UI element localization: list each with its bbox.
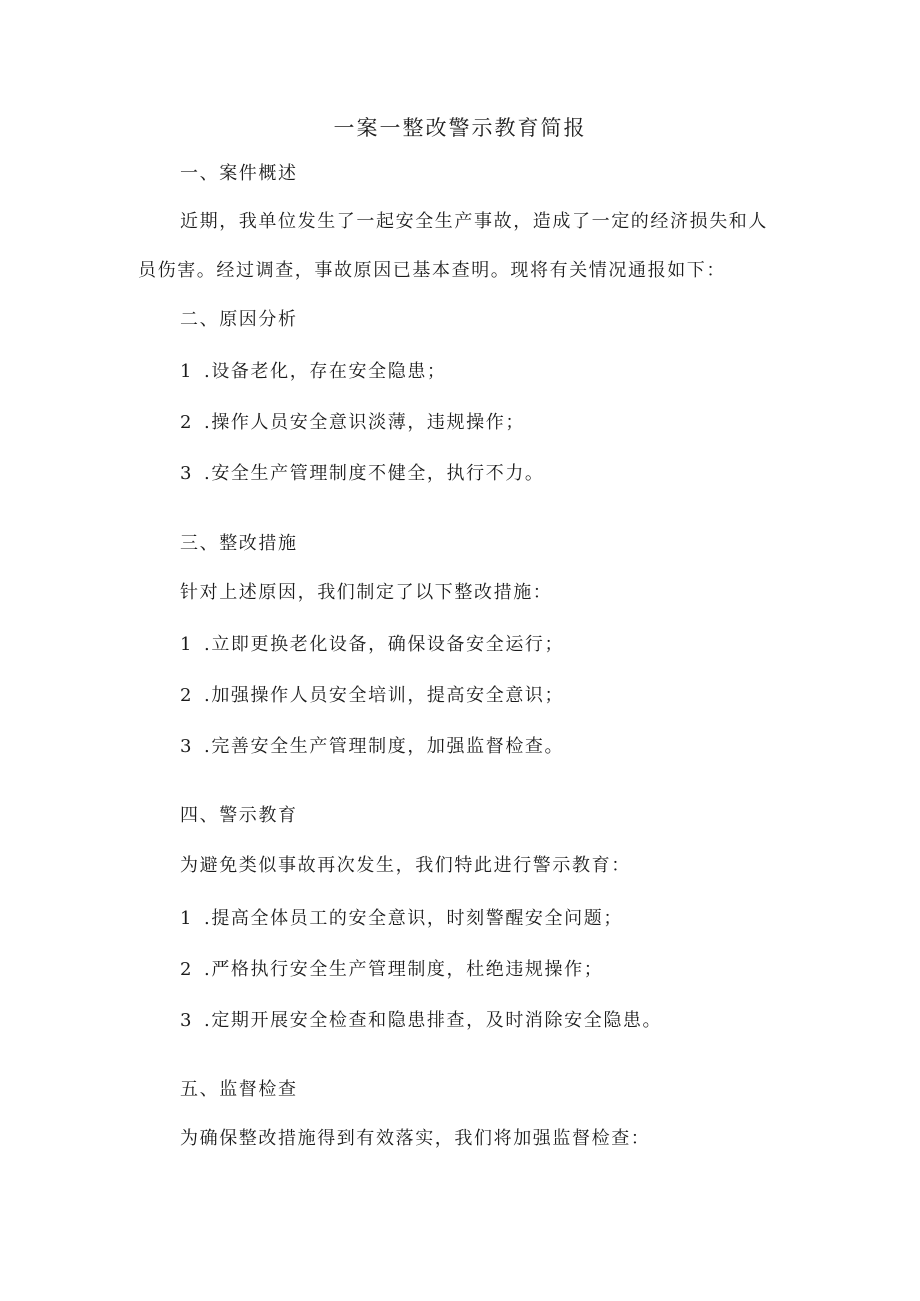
list-item-number: 1	[180, 908, 194, 929]
list-item-number: 1	[180, 634, 194, 655]
list-item	[180, 734, 564, 760]
list-item-text: .加强操作人员安全培训，提高安全意识；	[204, 685, 565, 706]
list-item-number: 3	[180, 1010, 194, 1031]
list-item	[180, 461, 545, 487]
list-item-number: 2	[180, 685, 194, 706]
section-heading-3: 三、整改措施	[180, 533, 298, 554]
paragraph-line: 近期，我单位发生了一起安全生产事故，造成了一定的经济损失和人	[180, 211, 768, 232]
document-title: 一案一整改警示教育简报	[333, 116, 587, 140]
section-heading-2: 二、原因分析	[180, 309, 298, 330]
list-item-number: 3	[180, 736, 194, 757]
list-item	[180, 632, 564, 658]
list-item-number: 2	[180, 959, 194, 980]
list-item-text: .严格执行安全生产管理制度，杜绝违规操作；	[204, 959, 604, 980]
list-item-text: .提高全体员工的安全意识，时刻警醒安全问题；	[204, 908, 623, 929]
list-item	[180, 1008, 662, 1034]
paragraph-line: 员伤害。经过调查，事故原因已基本查明。现将有关情况通报如下：	[138, 260, 726, 281]
list-item-number: 2	[180, 412, 194, 433]
list-item-number: 3	[180, 463, 194, 484]
list-item-text: .定期开展安全检查和隐患排查，及时消除安全隐患。	[204, 1010, 663, 1031]
section-intro: 为确保整改措施得到有效落实，我们将加强监督检查：	[180, 1128, 651, 1149]
section-intro: 为避免类似事故再次发生，我们特此进行警示教育：	[180, 855, 631, 876]
list-item-text: .立即更换老化设备，确保设备安全运行；	[204, 634, 565, 655]
section-heading-5: 五、监督检查	[180, 1079, 298, 1100]
list-item-text: .设备老化，存在安全隐患；	[204, 361, 447, 382]
section-heading-4: 四、警示教育	[180, 805, 298, 826]
list-item-text: .完善安全生产管理制度，加强监督检查。	[204, 736, 565, 757]
section-intro: 针对上述原因，我们制定了以下整改措施：	[180, 582, 553, 603]
list-item	[180, 683, 564, 709]
list-item-text: .操作人员安全意识淡薄，违规操作；	[204, 412, 525, 433]
list-item-text: .安全生产管理制度不健全，执行不力。	[204, 463, 545, 484]
section-heading-1: 一、案件概述	[180, 163, 298, 184]
list-item	[180, 410, 525, 436]
list-item	[180, 906, 623, 932]
list-item	[180, 957, 603, 983]
list-item	[180, 359, 447, 385]
list-item-number: 1	[180, 361, 194, 382]
